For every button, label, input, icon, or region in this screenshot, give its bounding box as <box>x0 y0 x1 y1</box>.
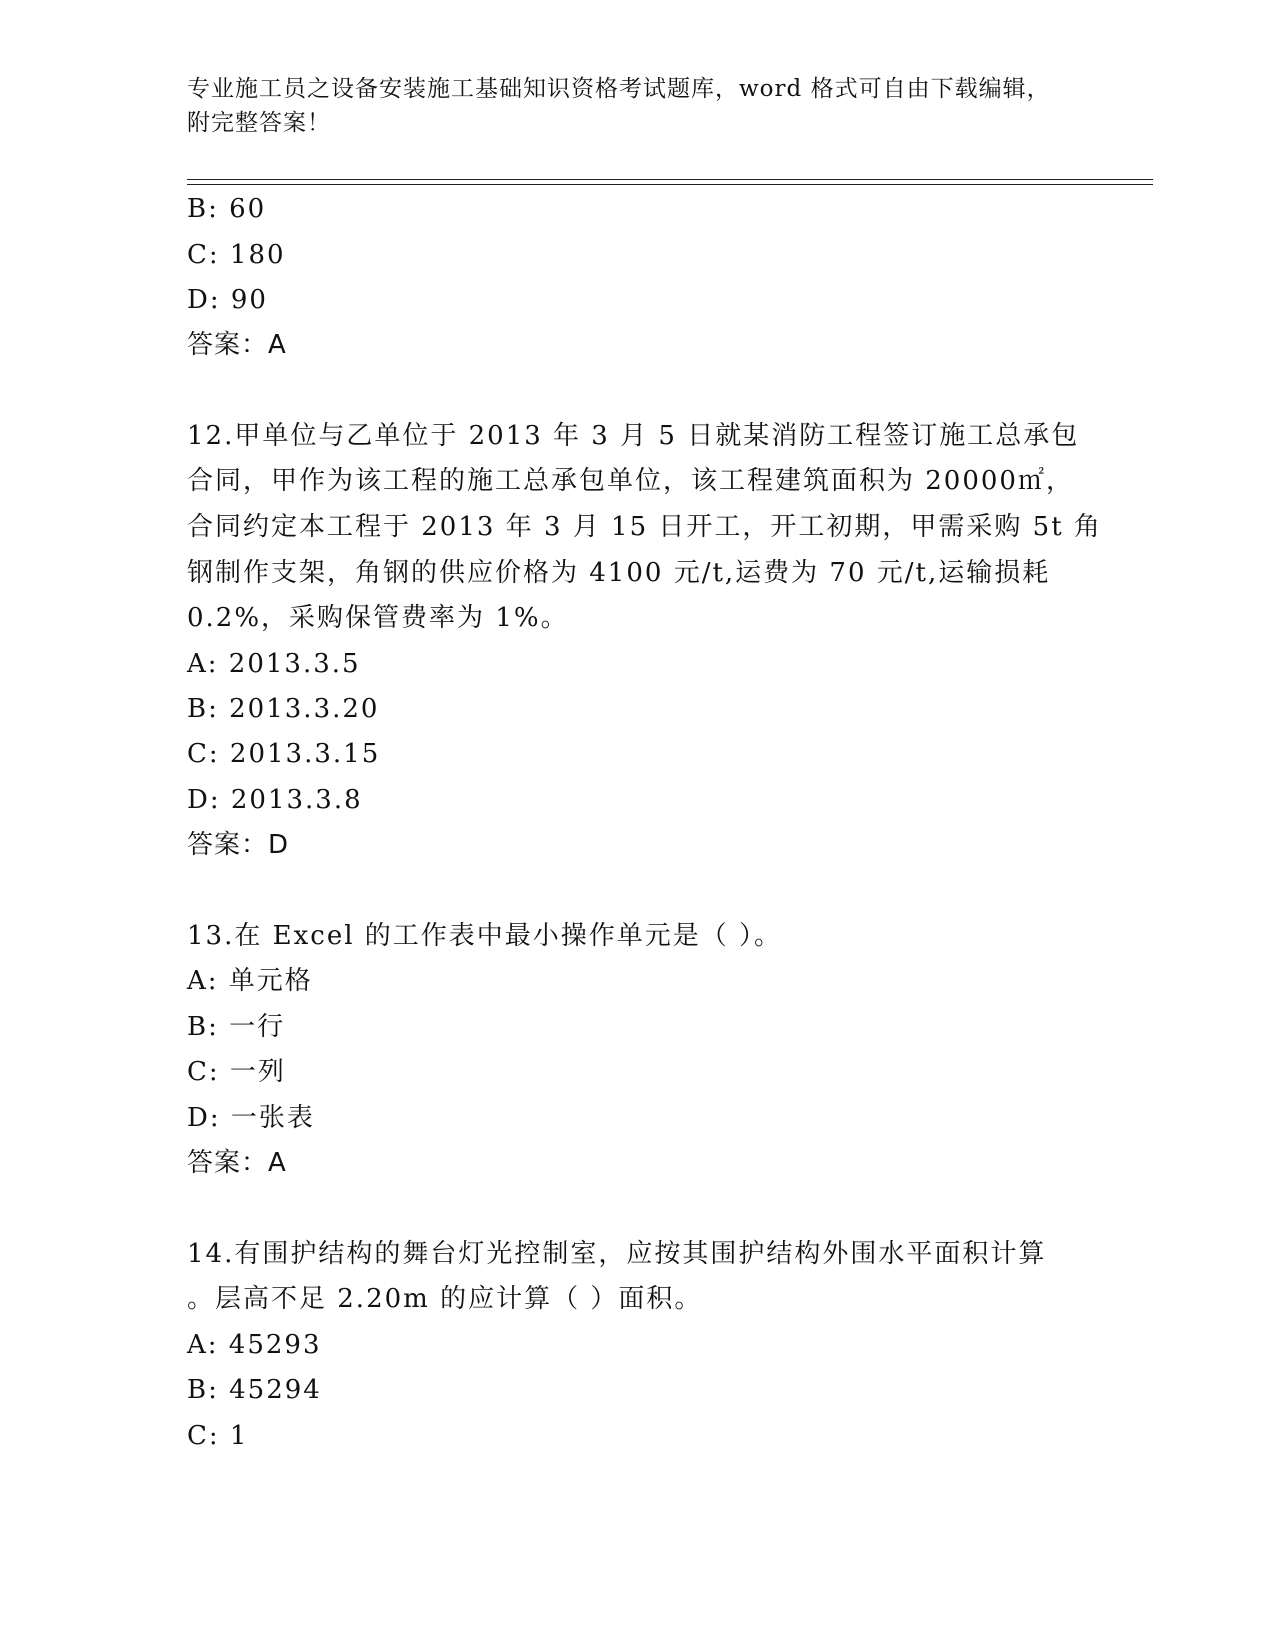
q12-option-a: A: 2013.3.5 <box>187 649 361 679</box>
q13-option-c: C: 一列 <box>187 1057 286 1087</box>
q14-stem-line-1: 14.有围护结构的舞台灯光控制室，应按其围护结构外围水平面积计算 <box>187 1239 1047 1269</box>
header-title-line-1: 专业施工员之设备安装施工基础知识资格考试题库，word 格式可自由下载编辑， <box>187 76 1051 102</box>
q12-stem-line-2: 合同，甲作为该工程的施工总承包单位，该工程建筑面积为 20000㎡， <box>187 466 1074 496</box>
document-header <box>187 72 1067 140</box>
q12-option-c: C: 2013.3.15 <box>187 739 381 769</box>
q13-option-a: A: 单元格 <box>187 966 313 996</box>
q11-option-c: C: 180 <box>187 240 286 270</box>
q14-option-a: A: 45293 <box>187 1330 322 1360</box>
q14-option-b: B: 45294 <box>187 1375 322 1405</box>
q12-answer: 答案：D <box>187 830 290 860</box>
q13-stem: 13.在 Excel 的工作表中最小操作单元是（ ）。 <box>187 921 783 951</box>
header-divider-top <box>187 179 1153 180</box>
q12-stem-line-5: 0.2%，采购保管费率为 1%。 <box>187 603 569 633</box>
q11-option-d: D: 90 <box>187 285 268 315</box>
q12-stem-line-1: 12.甲单位与乙单位于 2013 年 3 月 5 日就某消防工程签订施工总承包 <box>187 421 1080 451</box>
q14-option-c: C: 1 <box>187 1421 249 1451</box>
q11-answer: 答案：A <box>187 330 287 360</box>
q14-stem-line-2: 。层高不足 2.20m 的应计算（ ）面积。 <box>187 1284 703 1314</box>
q13-answer: 答案：A <box>187 1148 287 1178</box>
q12-option-d: D: 2013.3.8 <box>187 785 363 815</box>
q12-stem-line-4: 钢制作支架，角钢的供应价格为 4100 元/t,运费为 70 元/t,运输损耗 <box>187 558 1051 588</box>
header-title-line-2: 附完整答案！ <box>187 110 331 136</box>
q12-stem-line-3: 合同约定本工程于 2013 年 3 月 15 日开工，开工初期，甲需采购 5t 角 <box>187 512 1102 542</box>
q11-option-b: B: 60 <box>187 194 267 224</box>
header-divider-bottom <box>187 184 1153 185</box>
q12-option-b: B: 2013.3.20 <box>187 694 380 724</box>
q13-option-b: B: 一行 <box>187 1012 286 1042</box>
q13-option-d: D: 一张表 <box>187 1103 315 1133</box>
